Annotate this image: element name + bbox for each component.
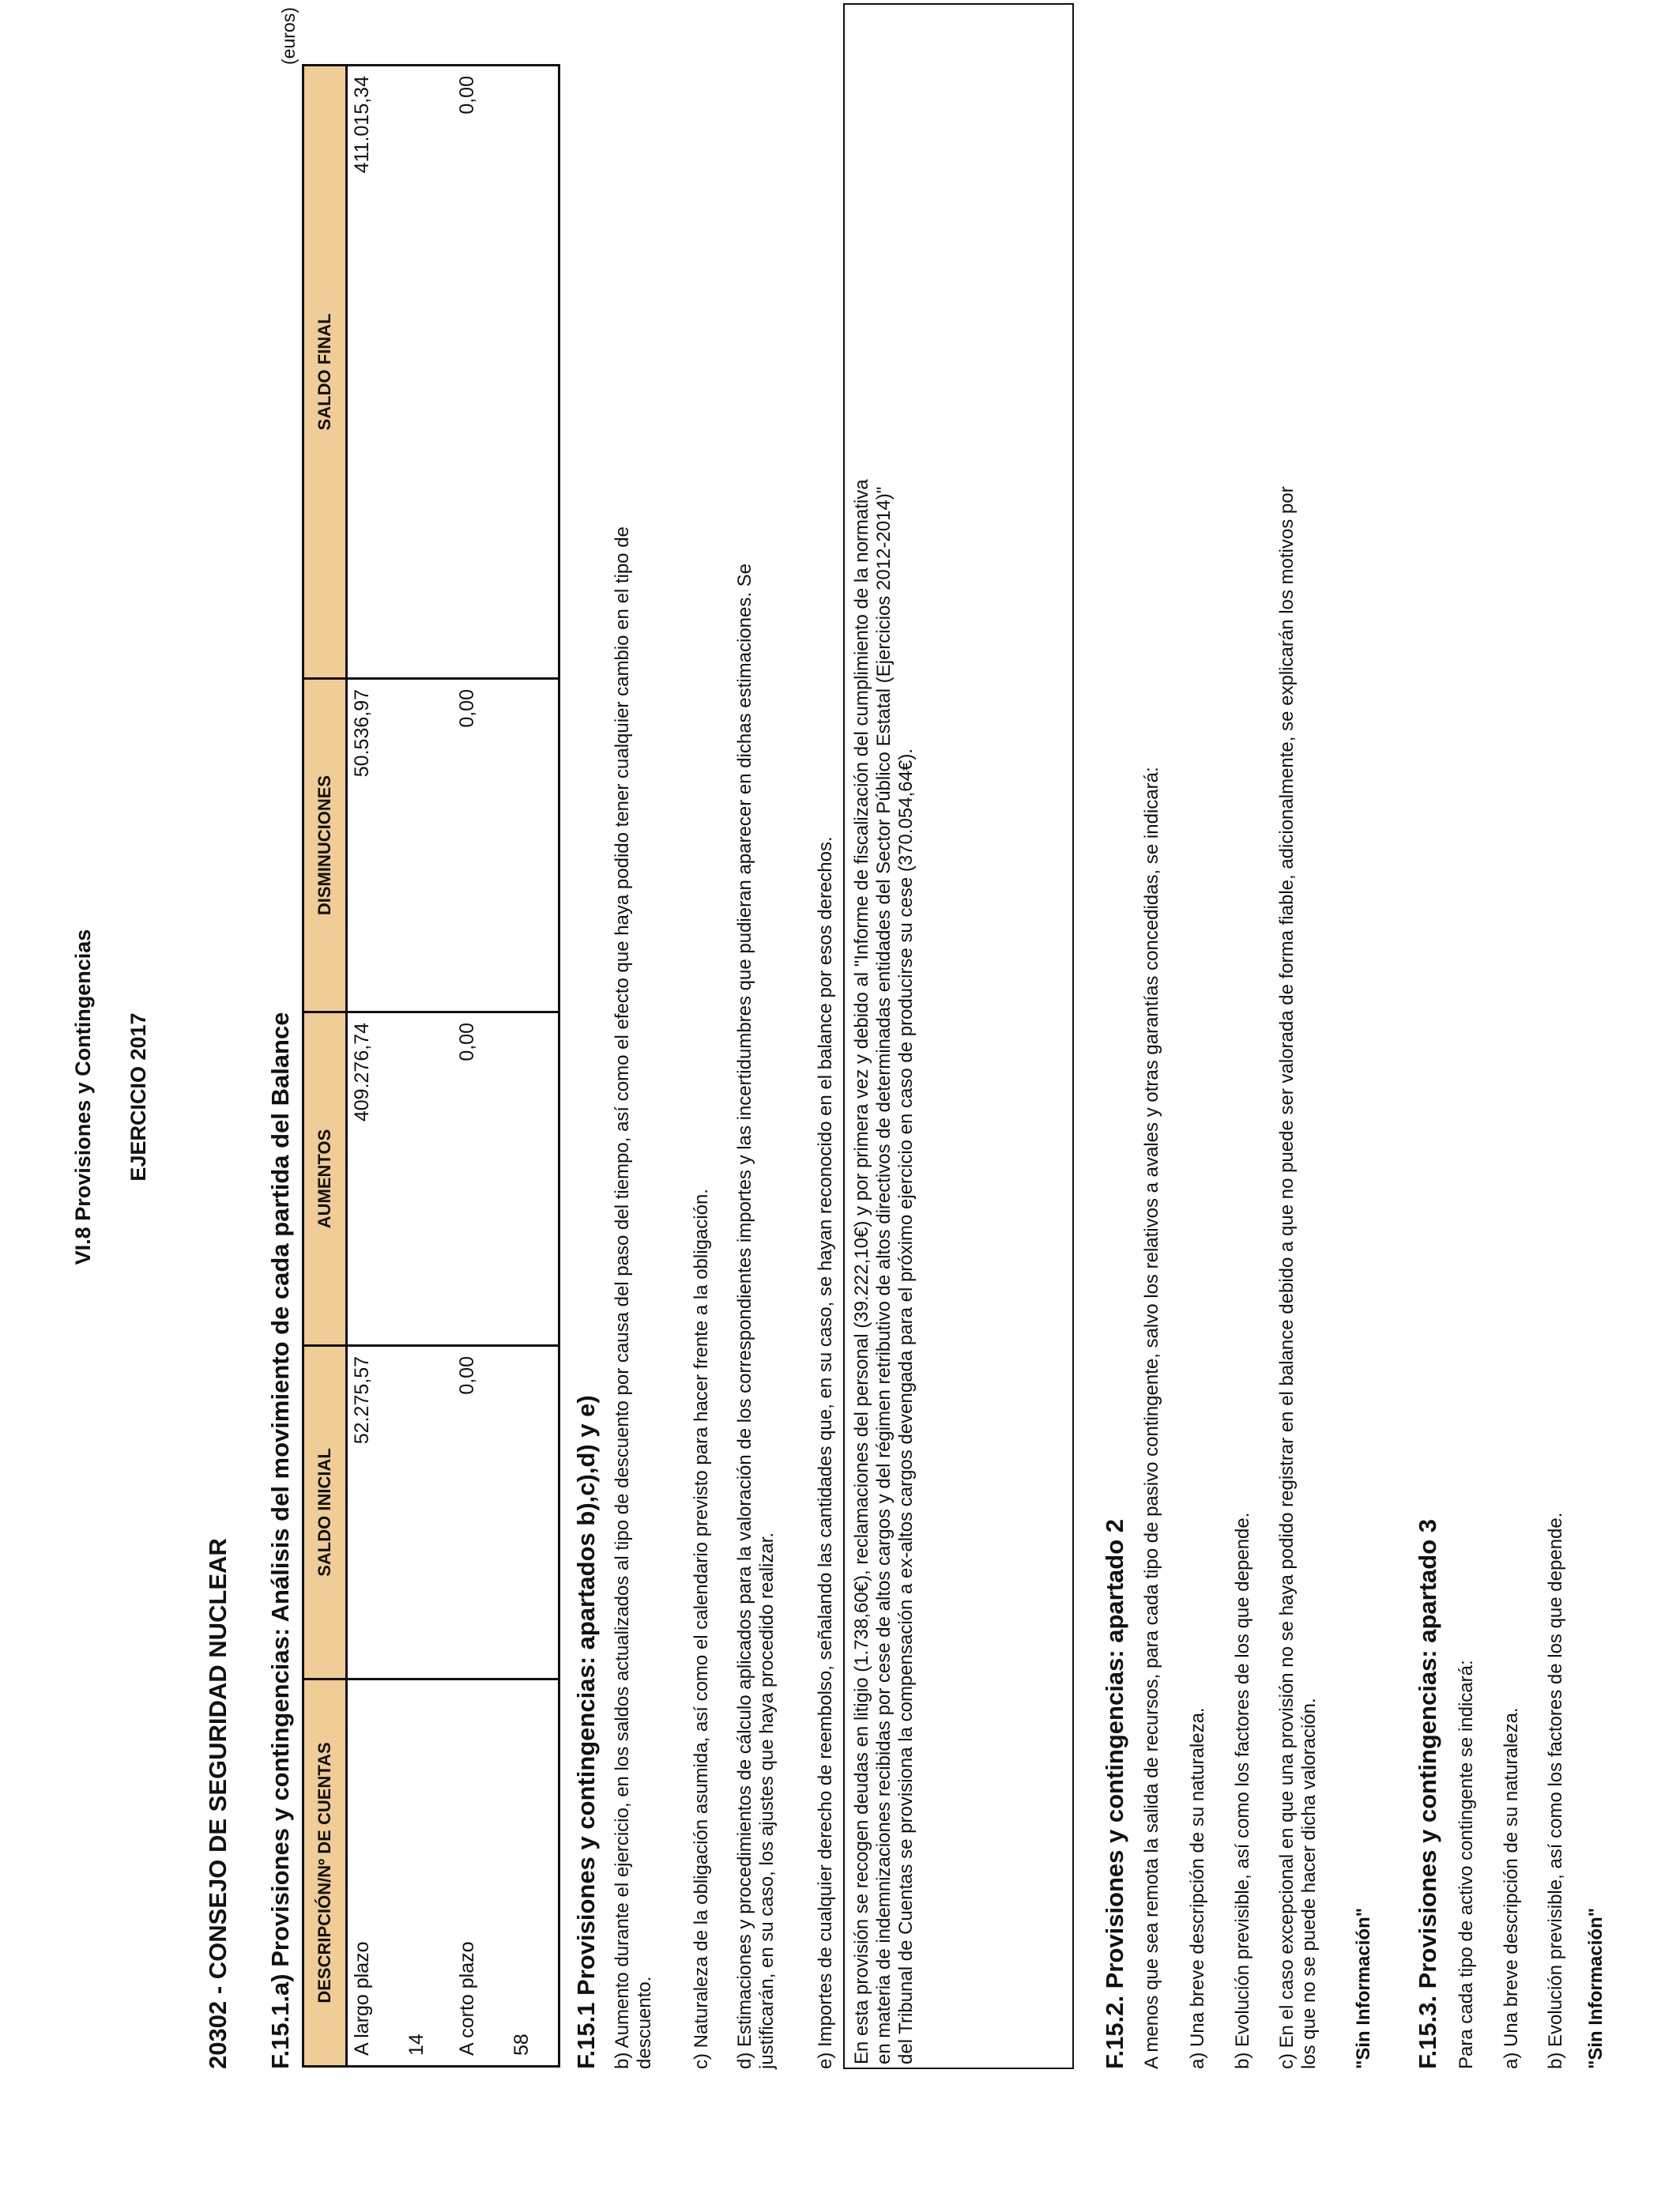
section-3-heading: F.15.3. Provisiones y contingencias: apartado 3 xyxy=(1414,1518,1441,2069)
exercise-label: EJERCICIO 2017 xyxy=(126,1012,150,1182)
aumentos-cell: 409.276,74 xyxy=(347,1012,397,1346)
item-d-line-1: d) Estimaciones y procedimientos de cálculo aplicados para la valoración de los correspondientes importes y las incertidumbres que pudieran aparecer en dichas estimaciones. Se xyxy=(734,563,755,2069)
saldo-inicial-cell: 0,00 xyxy=(453,1346,501,1679)
provision-note-line-1: En esta provisión se recogen deudas en litigio (1.738,60€), reclamaciones del personal (39.222,10€) y por primera vez y debido al "Informe de fiscalización del cumplimiento de la normativa xyxy=(851,479,872,2064)
table-row xyxy=(396,66,453,2067)
row-description: A corto plazo xyxy=(453,1679,501,2067)
section-2-no-info: "Sin Información" xyxy=(1353,1907,1374,2069)
disminuciones-cell: 50.536,97 xyxy=(347,679,397,1012)
item-e: e) Importes de cualquier derecho de reembolso, señalando las cantidades que, en su caso, se hayan reconocido en el balance por esos derechos. xyxy=(815,836,836,2069)
section-b-heading: F.15.1 Provisiones y contingencias: apartados b),c),d) y e) xyxy=(572,1395,600,2069)
table-row xyxy=(501,66,559,2067)
organization-heading: 20302 - CONSEJO DE SEGURIDAD NUCLEAR xyxy=(204,1538,232,2069)
row-account: 14 xyxy=(396,1679,453,2067)
item-d-line-2: justificarán, en su caso, los ajustes que haya procedido realizar. xyxy=(756,1532,778,2069)
section-3-no-info: "Sin Información" xyxy=(1585,1907,1607,2069)
section-3-item-a: a) Una breve descripción de su naturaleza. xyxy=(1501,1707,1522,2069)
aumentos-cell: 0,00 xyxy=(453,1012,501,1346)
section-2-item-a: a) Una breve descripción de su naturaleza. xyxy=(1187,1707,1208,2069)
section-2-heading: F.15.2. Provisiones y contingencias: apartado 2 xyxy=(1101,1518,1128,2069)
column-header: AUMENTOS xyxy=(303,1012,347,1346)
section-2-item-c-line-1: c) En el caso excepcional en que una provisión no se haya podido registrar en el balance debido a que no puede ser valorada de forma fiable, adicionalmente, se explicarán los motivos por xyxy=(1276,486,1298,2069)
disminuciones-cell: 0,00 xyxy=(453,679,501,1012)
provision-note-line-3: del Tribunal de Cuentas se provisiona la compensación a ex-altos cargos devengada para el próximo ejercicio en caso de producirse su cese (370.054,64€). xyxy=(895,748,917,2064)
column-header: SALDO INICIAL xyxy=(303,1346,347,1679)
saldo-final-cell: 411.015,34 xyxy=(347,66,397,679)
balance-movement-table xyxy=(302,64,560,2068)
section-2-item-c-line-2: los que no se puede hacer dicha valoración. xyxy=(1298,1698,1320,2069)
table-row xyxy=(347,66,397,2067)
item-c: c) Naturaleza de la obligación asumida, así como el calendario previsto para hacer frente a la obligación. xyxy=(691,1189,712,2069)
section-2-item-b: b) Evolución previsible, así como los factores de los que depende. xyxy=(1232,1512,1253,2069)
table-header-row xyxy=(303,66,347,2067)
column-header: SALDO FINAL xyxy=(303,66,347,679)
item-b-line-2: descuento. xyxy=(634,1976,655,2069)
row-description: A largo plazo xyxy=(347,1679,397,2067)
saldo-inicial-cell: 52.275,57 xyxy=(347,1346,397,1679)
row-account: 58 xyxy=(501,1679,559,2067)
saldo-final-cell: 0,00 xyxy=(453,66,501,679)
table-row xyxy=(453,66,501,2067)
currency-note: (euros) xyxy=(278,7,299,65)
provision-note-line-2: en materia de indemnizaciones recibidas por cese de altos cargos y del régimen retributivo de altos directivos de determinadas entidades del Sector Público Estatal (Ejercicios 2012-2014)" xyxy=(873,486,895,2064)
section-2-intro: A menos que sea remota la salida de recursos, para cada tipo de pasivo contingente, salvo los relativos a avales y otras garantías concedidas, se indicará: xyxy=(1141,767,1162,2069)
item-b-line-1: b) Aumento durante el ejercicio, en los saldos actualizados al tipo de descuento por causa del paso del tiempo, así como el efecto que haya podido tener cualquier cambio en el tipo de xyxy=(612,526,633,2069)
page-title: VI.8 Provisiones y Contingencias xyxy=(71,929,95,1265)
section-3-item-b: b) Evolución previsible, así como los factores de los que depende. xyxy=(1545,1512,1566,2069)
column-header: DISMINUCIONES xyxy=(303,679,347,1012)
section-a-heading: F.15.1.a) Provisiones y contingencias: Análisis del movimiento de cada partida del Balance xyxy=(266,1012,294,2069)
column-header: DESCRIPCIÓN/Nº DE CUENTAS xyxy=(303,1679,347,2067)
section-3-intro: Para cada tipo de activo contingente se indicará: xyxy=(1456,1660,1477,2069)
